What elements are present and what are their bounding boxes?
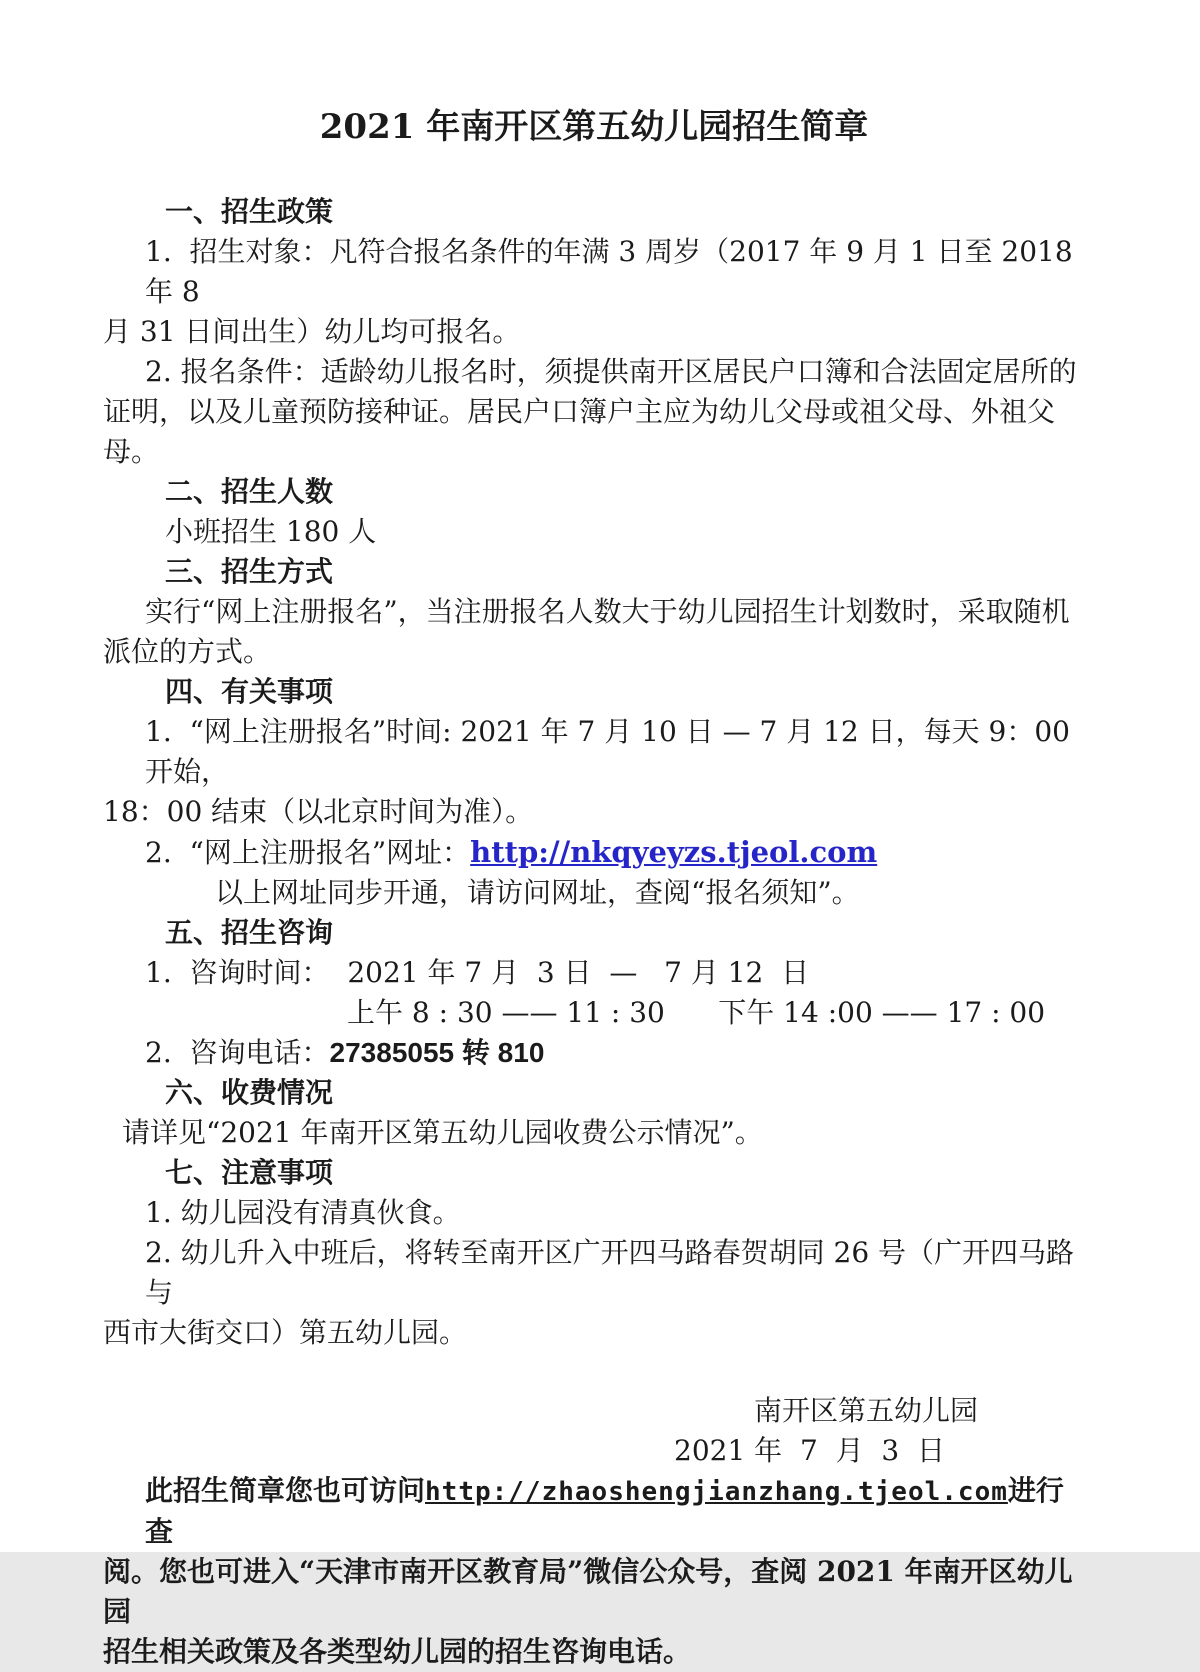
consultation-time-line-2: 上午 8 : 30 —— 11 : 30 下午 14 :00 —— 17 : 00 <box>347 996 1046 1029</box>
consultation-time-line-1: 1. 咨询时间： 2021 年 7 月 3 日 — 7 月 12 日 <box>145 956 810 989</box>
online-registration-url-line <box>145 832 1085 873</box>
registration-conditions-line-1: 2. 报名条件：适龄幼儿报名时，须提供南开区居民户口簿和合法固定居所的 <box>145 355 1077 388</box>
registration-url-link[interactable]: http://nkqyeyzs.tjeol.com <box>470 835 878 869</box>
enrollment-target-line-1: 1. 招生对象：凡符合报名条件的年满 3 周岁（2017 年 9 月 1 日至 2018 年 8 <box>145 235 1082 308</box>
section-5-heading: 五、招生咨询 <box>165 916 334 949</box>
online-registration-time-line-1: 1. “网上注册报名”时间: 2021 年 7 月 10 日 — 7 月 12 日，每天 9：00 开始， <box>145 715 1079 788</box>
section-2-heading: 二、招生人数 <box>165 475 334 508</box>
footer-access-suffix: 进行查 <box>145 1474 1064 1548</box>
fee-notice: 请详见“2021 年南开区第五幼儿园收费公示情况”。 <box>122 1116 763 1149</box>
notice-no-halal-food: 1. 幼儿园没有清真伙食。 <box>145 1196 461 1229</box>
enrollment-method-line-2: 派位的方式。 <box>103 635 272 668</box>
section-4-heading: 四、有关事项 <box>165 675 334 708</box>
enrollment-count: 小班招生 180 人 <box>165 515 377 548</box>
section-1-heading: 一、招生政策 <box>165 195 334 228</box>
notice-transfer-line-2: 西市大街交口）第五幼儿园。 <box>103 1316 468 1349</box>
consultation-phone-line <box>145 1033 1085 1073</box>
online-registration-time-line-2: 18：00 结束（以北京时间为准）。 <box>103 795 534 828</box>
notice-transfer-line-1: 2. 幼儿升入中班后，将转至南开区广开四马路春贺胡同 26 号（广开四马路与 <box>145 1236 1075 1309</box>
announcement-url-link[interactable]: http://zhaoshengjianzhang.tjeol.com <box>425 1477 1008 1507</box>
online-registration-url-label: 2. “网上注册报名”网址： <box>145 836 471 869</box>
footer-access-text: 此招生简章您也可访问 <box>145 1474 426 1507</box>
registration-url-note: 以上网址同步开通，请访问网址，查阅“报名须知”。 <box>215 876 860 909</box>
section-3-heading: 三、招生方式 <box>165 555 334 588</box>
footer-line-2: 阅。您也可进入“天津市南开区教育局”微信公众号，查阅 2021 年南开区幼儿园 <box>103 1555 1073 1628</box>
section-7-heading: 七、注意事项 <box>165 1156 334 1189</box>
enrollment-method-line-1: 实行“网上注册报名”，当注册报名人数大于幼儿园招生计划数时，采取随机 <box>145 595 1070 628</box>
registration-conditions-line-2: 证明，以及儿童预防接种证。居民户口簿户主应为幼儿父母或祖父母、外祖父母。 <box>103 395 1056 468</box>
signature-organization: 南开区第五幼儿园 <box>753 1394 978 1427</box>
footer-line-3: 招生相关政策及各类型幼儿园的招生咨询电话。 <box>103 1635 692 1668</box>
page-title: 2021 年南开区第五幼儿园招生简章 <box>319 107 869 147</box>
section-6-heading: 六、收费情况 <box>165 1076 334 1109</box>
footer-line-1 <box>145 1471 1085 1552</box>
consultation-phone-number: 27385055 转 810 <box>329 1037 545 1068</box>
signature-date: 2021 年 7 月 3 日 <box>674 1434 945 1467</box>
enrollment-target-line-2: 月 31 日间出生）幼儿均可报名。 <box>103 315 521 348</box>
consultation-phone-label: 2. 咨询电话： <box>145 1036 330 1069</box>
